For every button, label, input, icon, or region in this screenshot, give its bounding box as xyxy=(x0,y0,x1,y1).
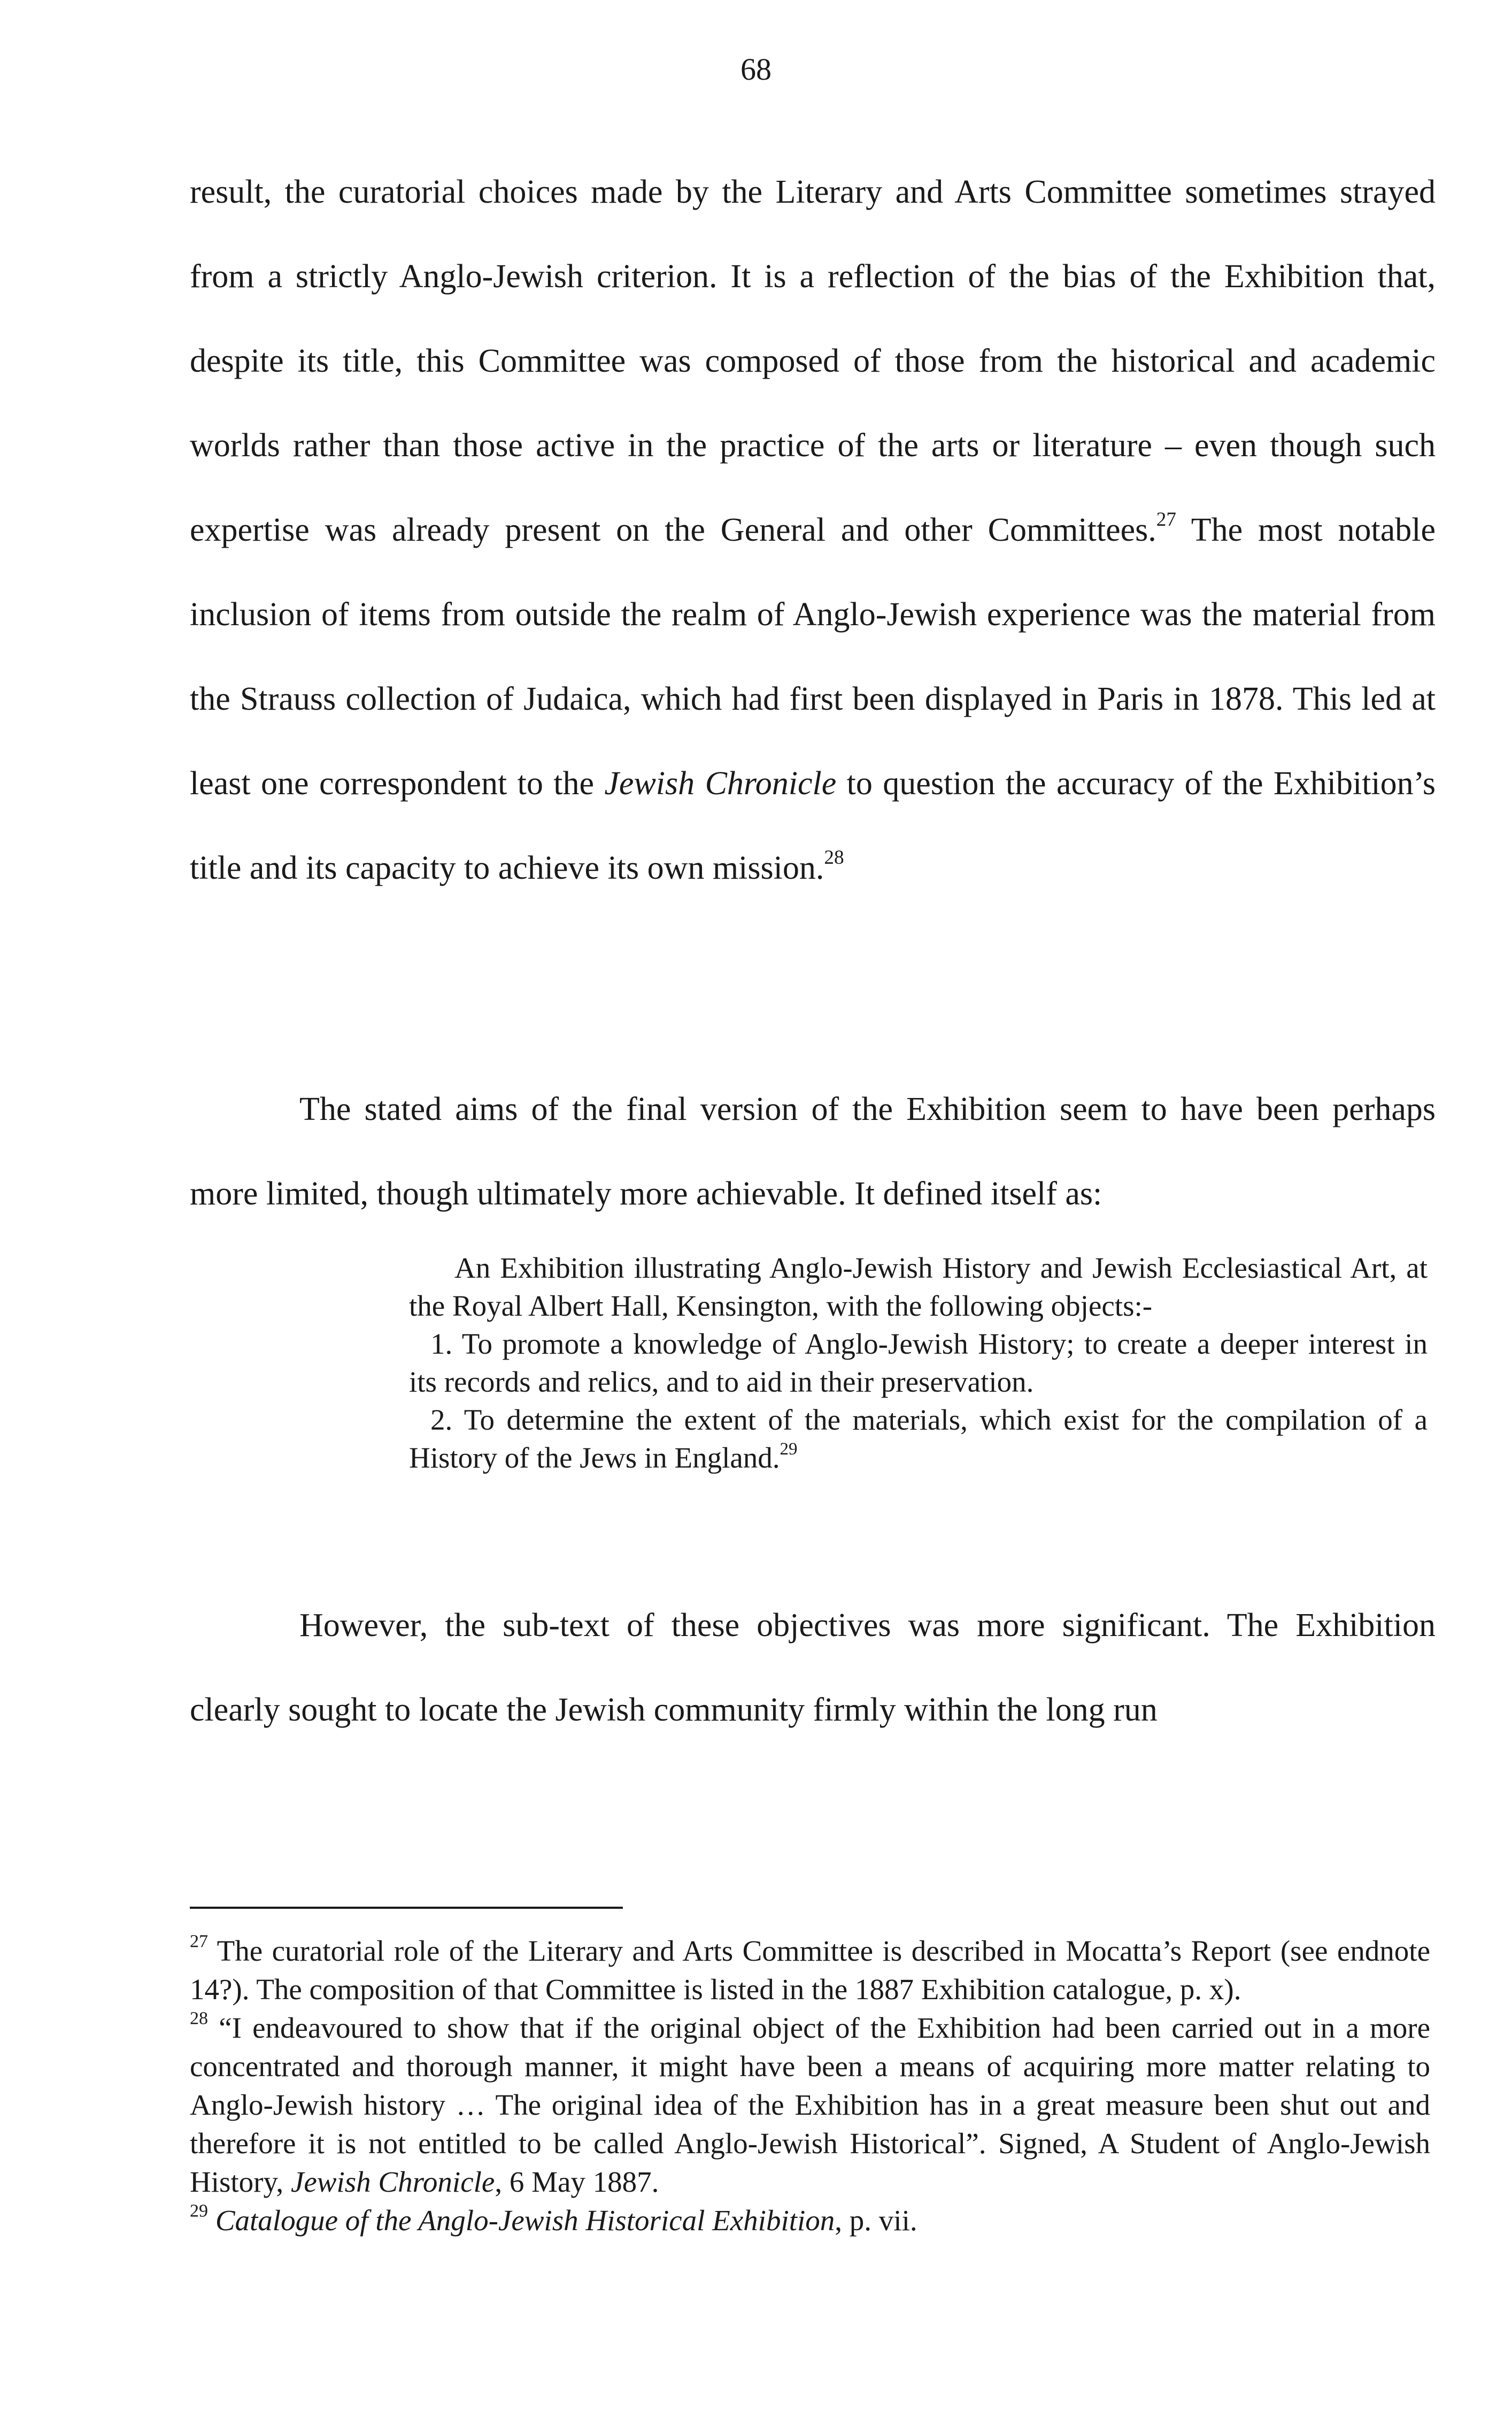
page-number: 68 xyxy=(740,52,772,87)
paragraph-1-text-b: The most notable inclusion of items from outside the realm of Anglo-Jewish experience was the material from the Strauss collection of Judaica, which had first been displayed in Paris in 1878. This led at least one correspondent to the xyxy=(190,512,1436,802)
paragraph-1-italic-title: Jewish Chronicle xyxy=(604,765,837,802)
footnote-text: , p. vii. xyxy=(835,2204,917,2237)
quote-item-2-text: 2. To determine the extent of the materials, which exist for the compilation of a History of the Jews in England. xyxy=(409,1403,1428,1474)
quote-item-2 xyxy=(409,1401,1428,1477)
footnote-text: , 6 May 1887. xyxy=(495,2166,659,2198)
block-quote xyxy=(409,1249,1428,1477)
footnotes xyxy=(190,1932,1430,2240)
footnote-ref-28[interactable]: 28 xyxy=(824,847,844,869)
footnote-28 xyxy=(190,2009,1430,2201)
footnote-text: The curatorial role of the Literary and Arts Committee is described in Mocatta’s Report (see endnote 14?). The composition of that Committee is listed in the 1887 Exhibition catalogue, p. x). xyxy=(190,1934,1430,2006)
footnote-29 xyxy=(190,2201,1430,2240)
footnote-italic: Jewish Chronicle xyxy=(290,2166,495,2198)
paragraph-1-text-c: to question the accuracy of the Exhibition’s title and its capacity to achieve its own mission. xyxy=(190,765,1436,886)
footnote-number: 29 xyxy=(190,2201,209,2221)
quote-item-1: 1. To promote a knowledge of Anglo-Jewish History; to create a deeper interest in its records and relics, and to aid in their preservation. xyxy=(409,1327,1428,1398)
paragraph-1-text-a: result, the curatorial choices made by the Literary and Arts Committee sometimes strayed from a strictly Anglo-Jewish criterion. It is a reflection of the bias of the Exhibition that, despite its title, this Committee was composed of those from the historical and academic worlds rather than those active in the practice of the arts or literature – even though such expertise was already present on the General and other Committees. xyxy=(190,174,1436,548)
footnote-text: “I endeavoured to show that if the original object of the Exhibition had been carried out in a more concentrated and thorough manner, it might have been a means of acquiring more matter relating to Anglo-Jewish history … The original idea of the Exhibition has in a great measure been shut out and therefore it is not entitled to be called Anglo-Jewish Historical”. Signed, A Student of Anglo-Jewish History, xyxy=(190,2011,1430,2198)
footnote-ref-27[interactable]: 27 xyxy=(1156,509,1176,531)
body-paragraph-1 xyxy=(190,150,1436,910)
footnote-ref-29[interactable]: 29 xyxy=(780,1439,798,1459)
footnote-27 xyxy=(190,1932,1430,2009)
footnote-number: 27 xyxy=(190,1931,209,1952)
footnote-italic: Catalogue of the Anglo-Jewish Historical Exhibition xyxy=(208,2204,835,2237)
body-paragraph-3: However, the sub-text of these objectives was more significant. The Exhibition clearly sought to locate the Jewish community firmly within the long run xyxy=(190,1607,1436,1728)
quote-intro: An Exhibition illustrating Anglo-Jewish History and Jewish Ecclesiastical Art, at the Royal Albert Hall, Kensington, with the following objects:- xyxy=(409,1251,1428,1322)
footnote-separator xyxy=(190,1907,623,1909)
body-paragraph-2: The stated aims of the final version of the Exhibition seem to have been perhaps more limited, though ultimately more achievable. It defined itself as: xyxy=(190,1091,1436,1212)
footnote-number: 28 xyxy=(190,2008,209,2029)
